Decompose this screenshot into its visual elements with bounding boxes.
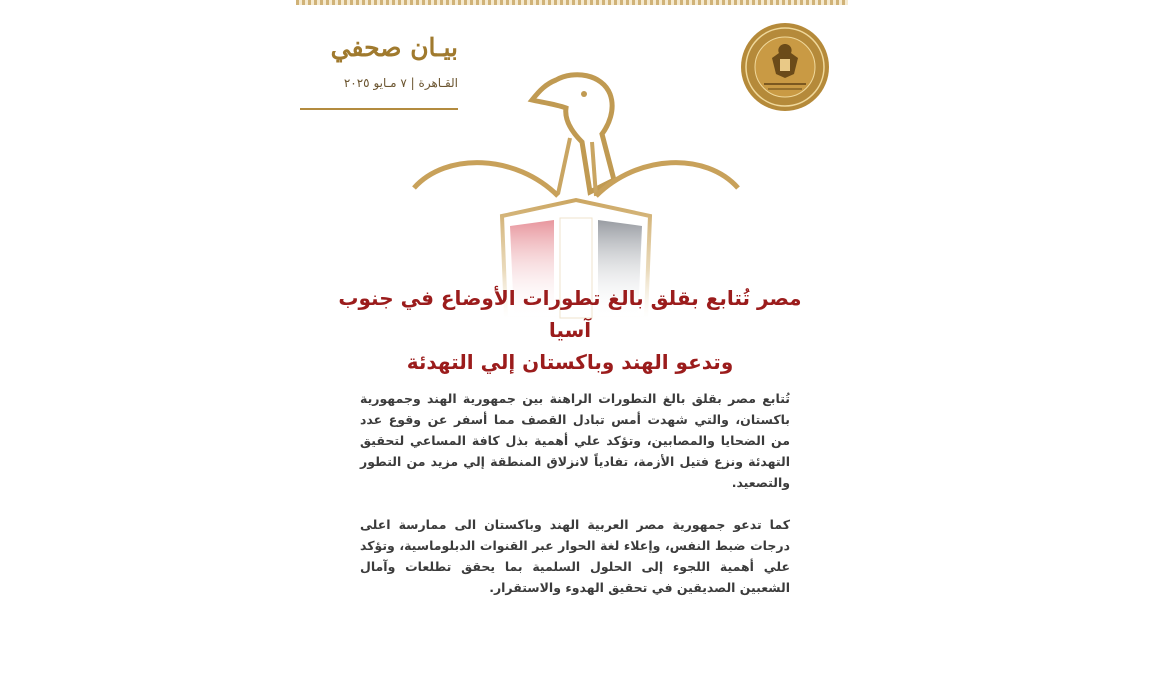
document-type-title: بيـان صحفي [330, 33, 458, 62]
headline-line-2: وتدعو الهند وباكستان إلي التهدئة [406, 350, 734, 374]
body-paragraph-1: تُتابع مصر بقلق بالغ التطورات الراهنة بين جمهورية الهند وجمهورية باكستان، والتي شهدت أمس تبادل القصف مما أسفر عن وقوع عدد من الضحايا والمصابين، وتؤكد علي أهمية بذل كافة المساعي لتحقيق التهدئة ونزع فتيل الأزمة، تفادياً لانزلاق المنطقة إلي مزيد من التطور والتصعيد. [360, 391, 790, 490]
body-paragraph-2: كما تدعو جمهورية مصر العربية الهند وباكستان الى ممارسة اعلى درجات ضبط النفس، وإعلاء لغة الحوار عبر القنوات الدبلوماسية، وتؤكد علي أهمية اللجوء إلى الحلول السلمية بما يحقق تطلعات وآمال الشعبين الصديقين في تحقيق الهدوء والاستقرار. [360, 517, 790, 595]
press-header [300, 28, 458, 92]
headline-line-1: مصر تُتابع بقلق بالغ تطورات الأوضاع في جنوب آسيا [338, 286, 802, 342]
headline [330, 282, 810, 378]
ministry-seal-icon [740, 22, 830, 112]
header-divider [300, 108, 458, 110]
top-decorative-band [296, 0, 848, 5]
dateline: القـاهرة | ٧ مـايو ٢٠٢٥ [343, 76, 458, 90]
